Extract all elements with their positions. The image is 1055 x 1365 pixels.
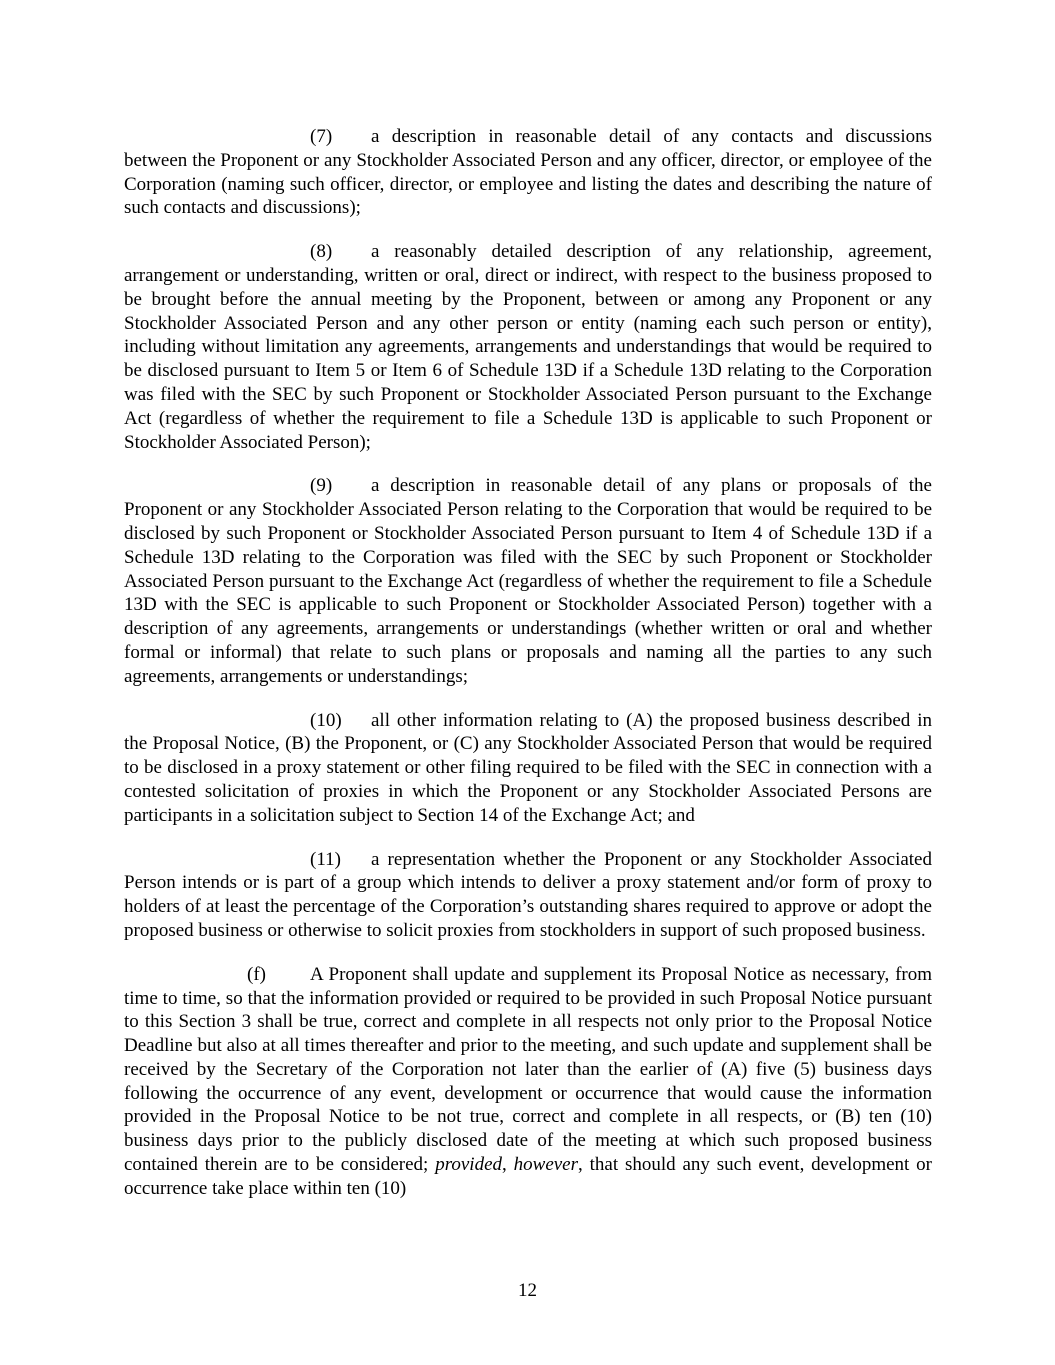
- item-number: (7): [310, 126, 333, 147]
- paragraph-item-9: [124, 474, 932, 688]
- italic-provided: provided: [435, 1154, 503, 1176]
- paragraph-f: [124, 963, 932, 1201]
- item-number: (8): [310, 241, 333, 263]
- item-number: (9): [310, 475, 333, 497]
- item-number: (f): [247, 963, 266, 985]
- paragraph-item-8: [124, 240, 932, 454]
- paragraph-text-comma: ,: [502, 1154, 514, 1176]
- paragraph-text: all other information relating to (A) the proposed business described in the Proposal Notice, (B) the Proponent, or (C) any Stockholder Associated Person that would be required to be disclosed in a proxy statement or other filing required to be filed with the SEC in connection with a contested solicitation of proxies in which the Proponent or any Stockholder Associated Persons are participants in a solicitation subject to Section 14 of the Exchange Act; and: [124, 709, 932, 826]
- document-body: [124, 125, 932, 1221]
- paragraph-text: a description in reasonable detail of any contacts and discussions between the Proponent or any Stockholder Associated Person and any officer, director, or employee of the Corporation (naming such officer, director, or employee and listing the dates and describing the nature of such contacts and discussions);: [124, 126, 932, 219]
- item-number: (11): [310, 848, 341, 870]
- italic-however: however: [513, 1154, 579, 1176]
- paragraph-item-10: [124, 709, 932, 828]
- item-number: (10): [310, 709, 342, 731]
- paragraph-text: a reasonably detailed description of any relationship, agreement, arrangement or understanding, written or oral, direct or indirect, with respect to the business proposed to be brought before the annual meeting by the Proponent, between or among any Proponent or any Stockholder Associated Person and any other person or entity (naming each such person or entity), including without limitation any agreements, arrangements and understandings that would be required to be disclosed pursuant to Item 5 or Item 6 of Schedule 13D if a Schedule 13D relating to the Corporation was filed with the SEC by such Proponent or Stockholder Associated Person pursuant to the Exchange Act (regardless of whether the requirement to file a Schedule 13D is applicable to such Proponent or Stockholder Associated Person);: [124, 241, 932, 453]
- paragraph-text: a description in reasonable detail of any plans or proposals of the Proponent or any Stockholder Associated Person relating to the Corporation that would be required to be disclosed by such Proponent or Stockholder Associated Person pursuant to Item 4 of Schedule 13D if a Schedule 13D relating to the Corporation was filed with the SEC by such Proponent or Stockholder Associated Person pursuant to the Exchange Act (regardless of whether the requirement to file a Schedule 13D with the SEC is applicable to such Proponent or Stockholder Associated Person) together with a description of any agreements, arrangements or understandings (whether written or oral and whether formal or informal) that relate to such plans or proposals and naming all the parties to any such agreements, arrangements or understandings;: [124, 475, 932, 687]
- paragraph-text: , that should any such event, development or occurrence take place within ten (10): [124, 1154, 932, 1199]
- paragraph-item-11: [124, 848, 932, 943]
- paragraph-item-7: [124, 125, 932, 220]
- paragraph-text: a representation whether the Proponent or any Stockholder Associated Person intends or is part of a group which intends to deliver a proxy statement and/or form of proxy to holders of at least the percentage of the Corporation’s outstanding shares required to approve or adopt the proposed business or otherwise to solicit proxies from stockholders in support of such proposed business.: [124, 848, 932, 941]
- paragraph-text: A Proponent shall update and supplement its Proposal Notice as necessary, from time to time, so that the information provided or required to be provided in such Proposal Notice pursuant to this Section 3 shall be true, correct and complete in all respects not only prior to the Proposal Notice Deadline but also at all times thereafter and prior to the meeting, and such update and supplement shall be received by the Secretary of the Corporation not later than the earlier of (A) five (5) business days following the occurrence of any event, development or occurrence that would cause the information provided in the Proposal Notice to be not true, correct and complete in all respects, or (B) ten (10) business days prior to the publicly disclosed date of the meeting at which such proposed business contained therein are to be considered;: [124, 963, 932, 1176]
- page-number: 12: [518, 1280, 537, 1301]
